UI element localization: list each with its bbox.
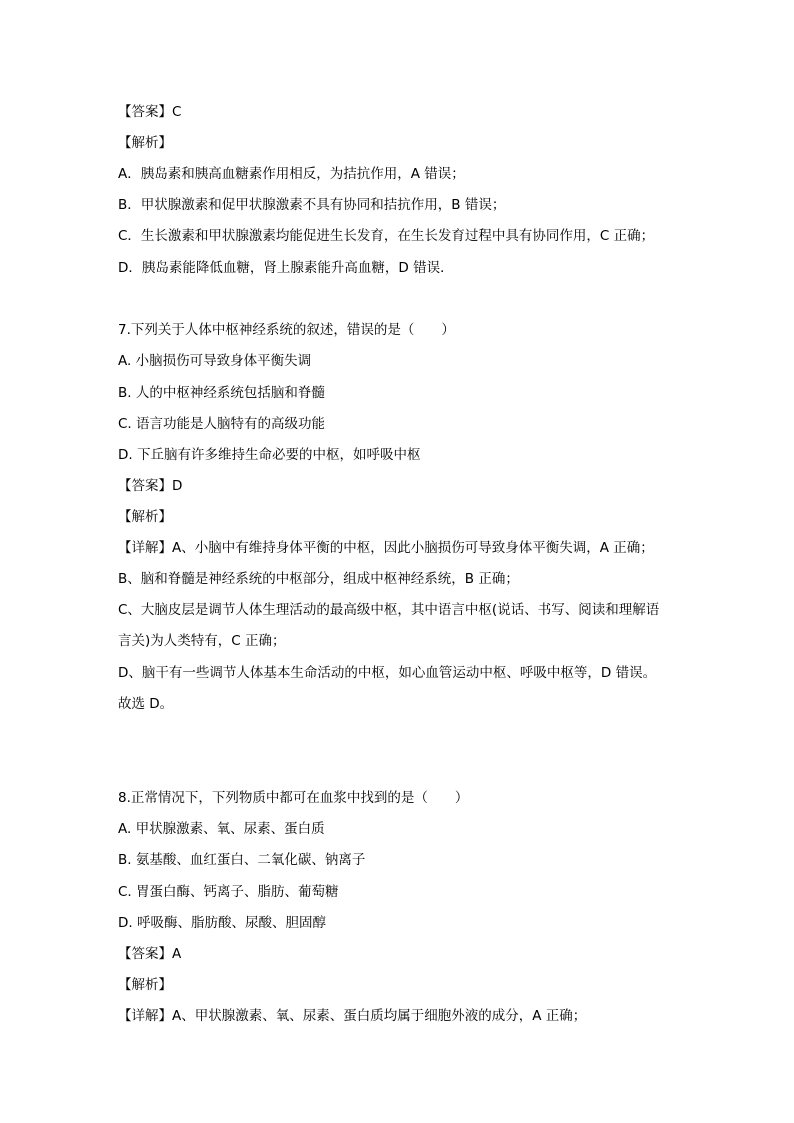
- q6-explanation-d: D．胰岛素能降低血糖，肾上腺素能升高血糖，D 错误．: [118, 260, 454, 276]
- q7-stem: 7.下列关于人体中枢神经系统的叙述，错误的是（ ）: [118, 322, 455, 338]
- q8-detail-a: 【详解】A、甲状腺激素、氧、尿素、蛋白质均属于细胞外液的成分，A 正确；: [118, 1008, 587, 1024]
- q6-explanation-b: B．甲状腺激素和促甲状腺激素不具有协同和拮抗作用，B 错误；: [118, 197, 506, 213]
- q6-answer: 【答案】C: [118, 104, 182, 120]
- q7-detail-c-cont: 言关)为人类特有，C 正确；: [118, 633, 286, 649]
- q7-detail-d: D、脑干有一些调节人体基本生命活动的中枢，如心血管运动中枢、呼吸中枢等，D 错误。: [118, 665, 657, 681]
- q6-explanation-a: A．胰岛素和胰高血糖素作用相反，为拮抗作用，A 错误；: [118, 166, 465, 182]
- q8-option-a: A. 甲状腺激素、氧、尿素、蛋白质: [118, 821, 325, 837]
- q6-explanation-c: C．生长激素和甲状腺激素均能促进生长发育，在生长发育过程中具有协同作用，C 正确；: [118, 228, 655, 244]
- q7-detail-a: 【详解】A、小脑中有维持身体平衡的中枢，因此小脑损伤可导致身体平衡失调，A 正确；: [118, 540, 654, 556]
- q7-analysis-heading: 【解析】: [118, 509, 172, 525]
- q8-option-c: C. 胃蛋白酶、钙离子、脂肪、葡萄糖: [118, 884, 339, 900]
- q7-option-c: C. 语言功能是人脑特有的高级功能: [118, 416, 326, 432]
- q7-option-b: B. 人的中枢神经系统包括脑和脊髓: [118, 385, 325, 401]
- q7-conclusion: 故选 D。: [118, 696, 174, 712]
- q8-stem: 8.正常情况下，下列物质中都可在血浆中找到的是（ ）: [118, 790, 469, 806]
- q6-analysis-heading: 【解析】: [118, 135, 172, 151]
- q7-answer: 【答案】D: [118, 478, 183, 494]
- q8-answer: 【答案】A: [118, 946, 182, 962]
- q7-detail-c: C、大脑皮层是调节人体生理活动的最高级中枢，其中语言中枢(说话、书写、阅读和理解语: [118, 602, 660, 618]
- q8-analysis-heading: 【解析】: [118, 977, 172, 993]
- q8-option-d: D. 呼吸酶、脂肪酸、尿酸、胆固醇: [118, 915, 326, 931]
- q7-option-d: D. 下丘脑有许多维持生命必要的中枢，如呼吸中枢: [118, 447, 421, 463]
- q7-detail-b: B、脑和脊髓是神经系统的中枢部分，组成中枢神经系统，B 正确；: [118, 571, 519, 587]
- q7-option-a: A. 小脑损伤可导致身体平衡失调: [118, 353, 312, 369]
- q8-option-b: B. 氨基酸、血红蛋白、二氧化碳、钠离子: [118, 852, 366, 868]
